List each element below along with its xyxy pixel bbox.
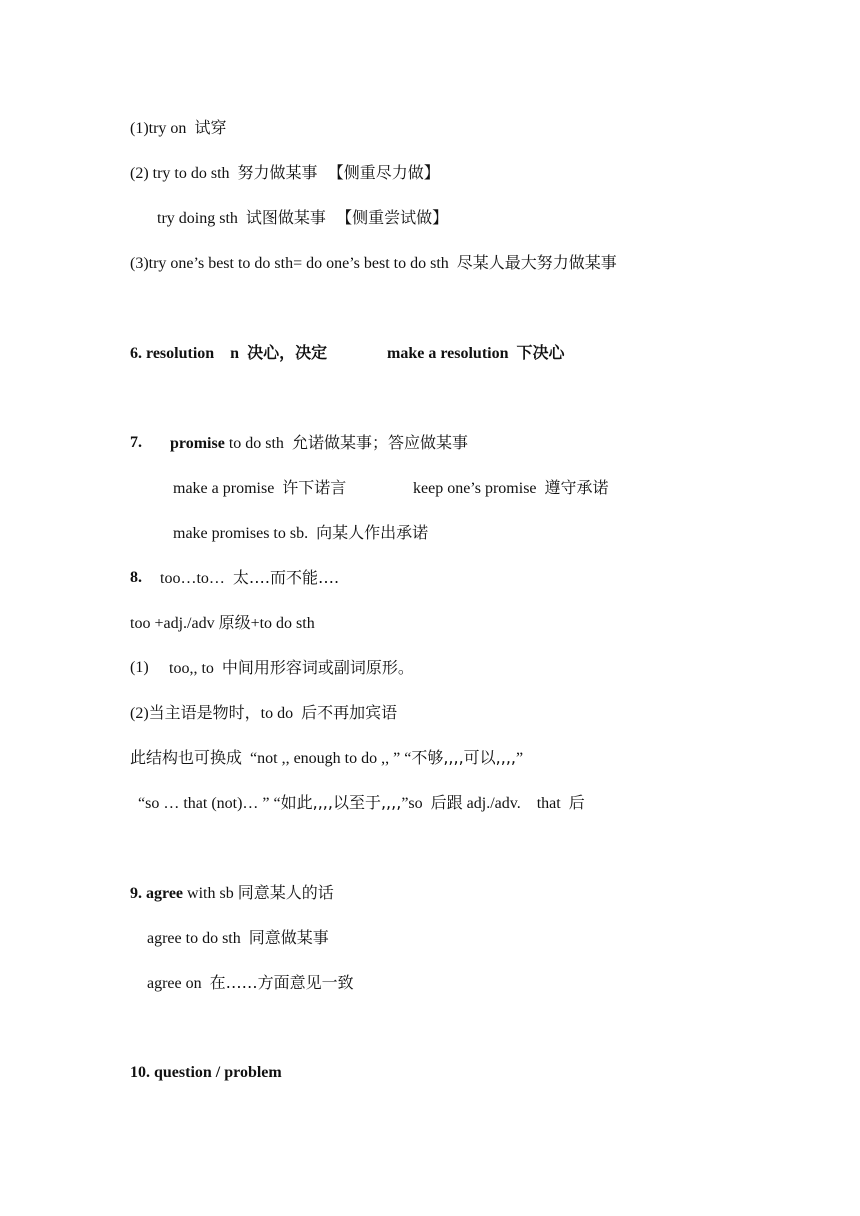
heading-agree: 9. agree with sb 同意某人的话 [130, 883, 334, 902]
heading-promise-number: 7. [130, 434, 142, 451]
line-try-on: (1)try on 试穿 [130, 118, 227, 137]
line-too-note-1: too,, to 中间用形容词或副词原形。 [169, 658, 414, 677]
heading-resolution: 6. resolution n 决心，决定 [130, 343, 328, 362]
line-make-promise: make a promise 许下诺言 [173, 478, 347, 497]
line-make-promises: make promises to sb. 向某人作出承诺 [173, 523, 429, 542]
heading-too-to: too…to… 太….而不能…. [160, 568, 340, 587]
heading-question-problem: 10. question / problem [130, 1064, 282, 1081]
heading-too-to-number: 8. [130, 569, 142, 586]
line-too-note-1-number: (1) [130, 659, 149, 676]
line-try-best: (3)try one’s best to do sth= do one’s best to do sth 尽某人最大努力做某事 [130, 253, 617, 272]
line-too-note-2: (2)当主语是物时，to do 后不再加宾语 [130, 703, 398, 722]
line-too-adj: too +adj./adv 原级+to do sth [130, 613, 315, 632]
line-agree-on: agree on 在……方面意见一致 [147, 973, 354, 992]
line-so-that: “so … that (not)… ” “如此,,,,以至于,,,,”so 后跟 adj./adv. that 后 [138, 793, 585, 812]
line-not-enough: 此结构也可换成 “not ,, enough to do ,, ” “不够,,,,可以,,,,” [130, 748, 524, 767]
line-agree-to-do: agree to do sth 同意做某事 [147, 928, 329, 947]
line-keep-promise: keep one’s promise 遵守承诺 [413, 478, 609, 497]
line-try-doing: try doing sth 试图做某事 【侧重尝试做】 [157, 208, 449, 227]
line-try-to-do: (2) try to do sth 努力做某事 【侧重尽力做】 [130, 163, 440, 182]
line-make-resolution: make a resolution 下决心 [387, 343, 565, 362]
heading-promise: promise to do sth 允诺做某事；答应做某事 [170, 433, 468, 452]
